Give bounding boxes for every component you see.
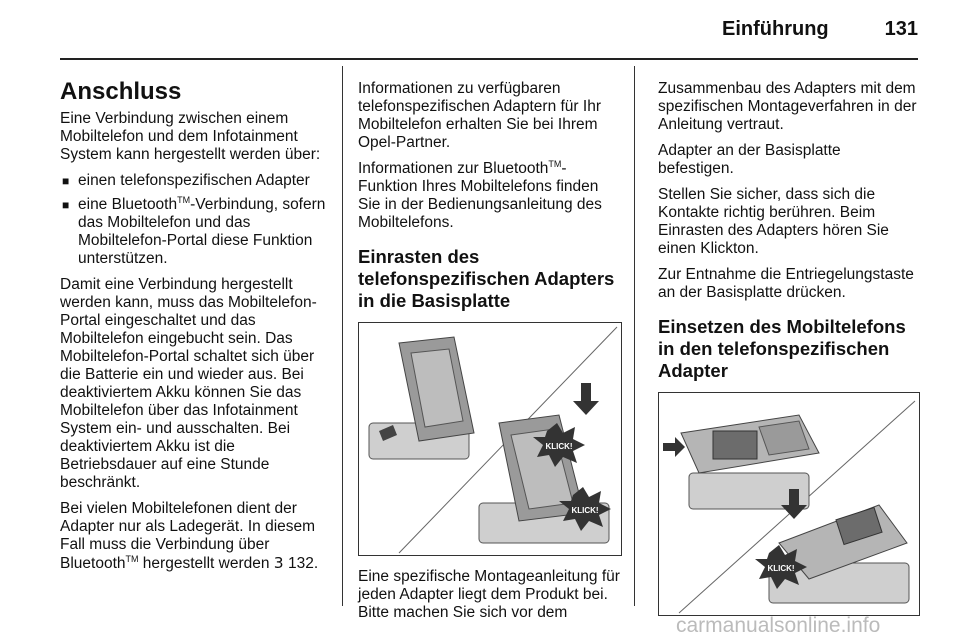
watermark: carmanualsonline.info	[676, 614, 881, 637]
klick-label: KLICK!	[545, 442, 573, 451]
paragraph: Eine spezifische Montageanleitung für jeden Adapter liegt dem Produkt bei. Bitte machen Sie sich vor dem	[358, 568, 620, 621]
page-number: 131	[884, 18, 918, 40]
klick-label: KLICK!	[767, 564, 795, 573]
heading-einsetzen: Einsetzen des Mobiltelefons in den telefonspezifischen Adapter	[658, 316, 906, 381]
column-2	[358, 66, 620, 630]
bullet-text: -Verbindung, sofern das Mobiltelefon und das Mobiltelefon-Portal diese Funktion unterstützen.	[78, 196, 326, 267]
paragraph-text: Informationen zur Bluetooth	[358, 160, 549, 177]
header-rule	[60, 58, 918, 60]
column-1	[60, 66, 328, 581]
illustration-mobiltelefon-adapter	[658, 392, 920, 616]
paragraph: Zusammenbau des Adapters mit dem spezifischen Montageverfahren in der Anleitung vertraut.	[658, 80, 917, 133]
phone-illustration-svg	[659, 393, 919, 615]
adapter-illustration-svg	[359, 323, 621, 555]
trademark: TM	[125, 553, 139, 564]
paragraph: Damit eine Verbindung hergestellt werden kann, muss das Mobiltelefon-Portal eingeschaltet und das Mobiltelefon eingebucht sein. Das Mobiltelefon-Portal schaltet sich über die Batterie ein und wieder aus. Bei deaktiviertem Akku können Sie das Mobiltelefon über das Infotainment System ein- und ausschalten. Bei deaktiviertem Akku ist die Betriebsdauer auf eine Stunde beschränkt.	[60, 276, 317, 491]
paragraph	[60, 500, 328, 573]
page-reference[interactable]: 132.	[283, 555, 319, 572]
paragraph: Zur Entnahme die Entriegelungstaste an der Basisplatte drücken.	[658, 266, 914, 301]
paragraph-text: -Funktion Ihres Mobiltelefons finden Sie in der Bedienungsanleitung des Mobiltelefons.	[358, 160, 602, 231]
paragraph: Eine Verbindung zwischen einem Mobiltelefon und dem Infotainment System kann hergestellt werden über:	[60, 110, 321, 163]
bullet-list	[60, 172, 328, 268]
heading-anschluss: Anschluss	[60, 78, 182, 105]
page-header	[722, 18, 918, 41]
column-3	[658, 66, 920, 616]
paragraph: Adapter an der Basisplatte befestigen.	[658, 142, 841, 177]
trademark: TM	[548, 158, 562, 169]
section-title: Einführung	[721, 18, 829, 40]
column-divider-2	[634, 66, 635, 606]
klick-label: KLICK!	[571, 506, 599, 515]
heading-einrasten: Einrasten des telefonspezifischen Adapters in die Basisplatte	[358, 246, 615, 311]
paragraph	[358, 160, 620, 232]
paragraph: Informationen zu verfügbaren telefonspezifischen Adaptern für Ihr Mobiltelefon erhalten Sie bei Ihrem Opel-Partner.	[358, 80, 601, 151]
column-divider-1	[342, 66, 343, 606]
bluetooth-text: eine Bluetooth	[78, 196, 178, 213]
illustration-adapter-basisplatte	[358, 322, 622, 556]
paragraph-text: Bei vielen Mobiltelefonen dient der Adapter nur als Ladegerät. In diesem Fall muss die Verbindung über Bluetooth	[60, 500, 316, 572]
paragraph-text: hergestellt werden	[138, 555, 274, 572]
list-item: ■ einen telefonspezifischen Adapter	[60, 172, 328, 190]
paragraph: Stellen Sie sicher, dass sich die Kontakte richtig berühren. Beim Einrasten des Adapters hören Sie einen Klickton.	[658, 186, 889, 257]
trademark: TM	[177, 194, 191, 205]
list-item	[60, 196, 328, 268]
page-reference-arrow[interactable]: 3	[273, 554, 284, 572]
